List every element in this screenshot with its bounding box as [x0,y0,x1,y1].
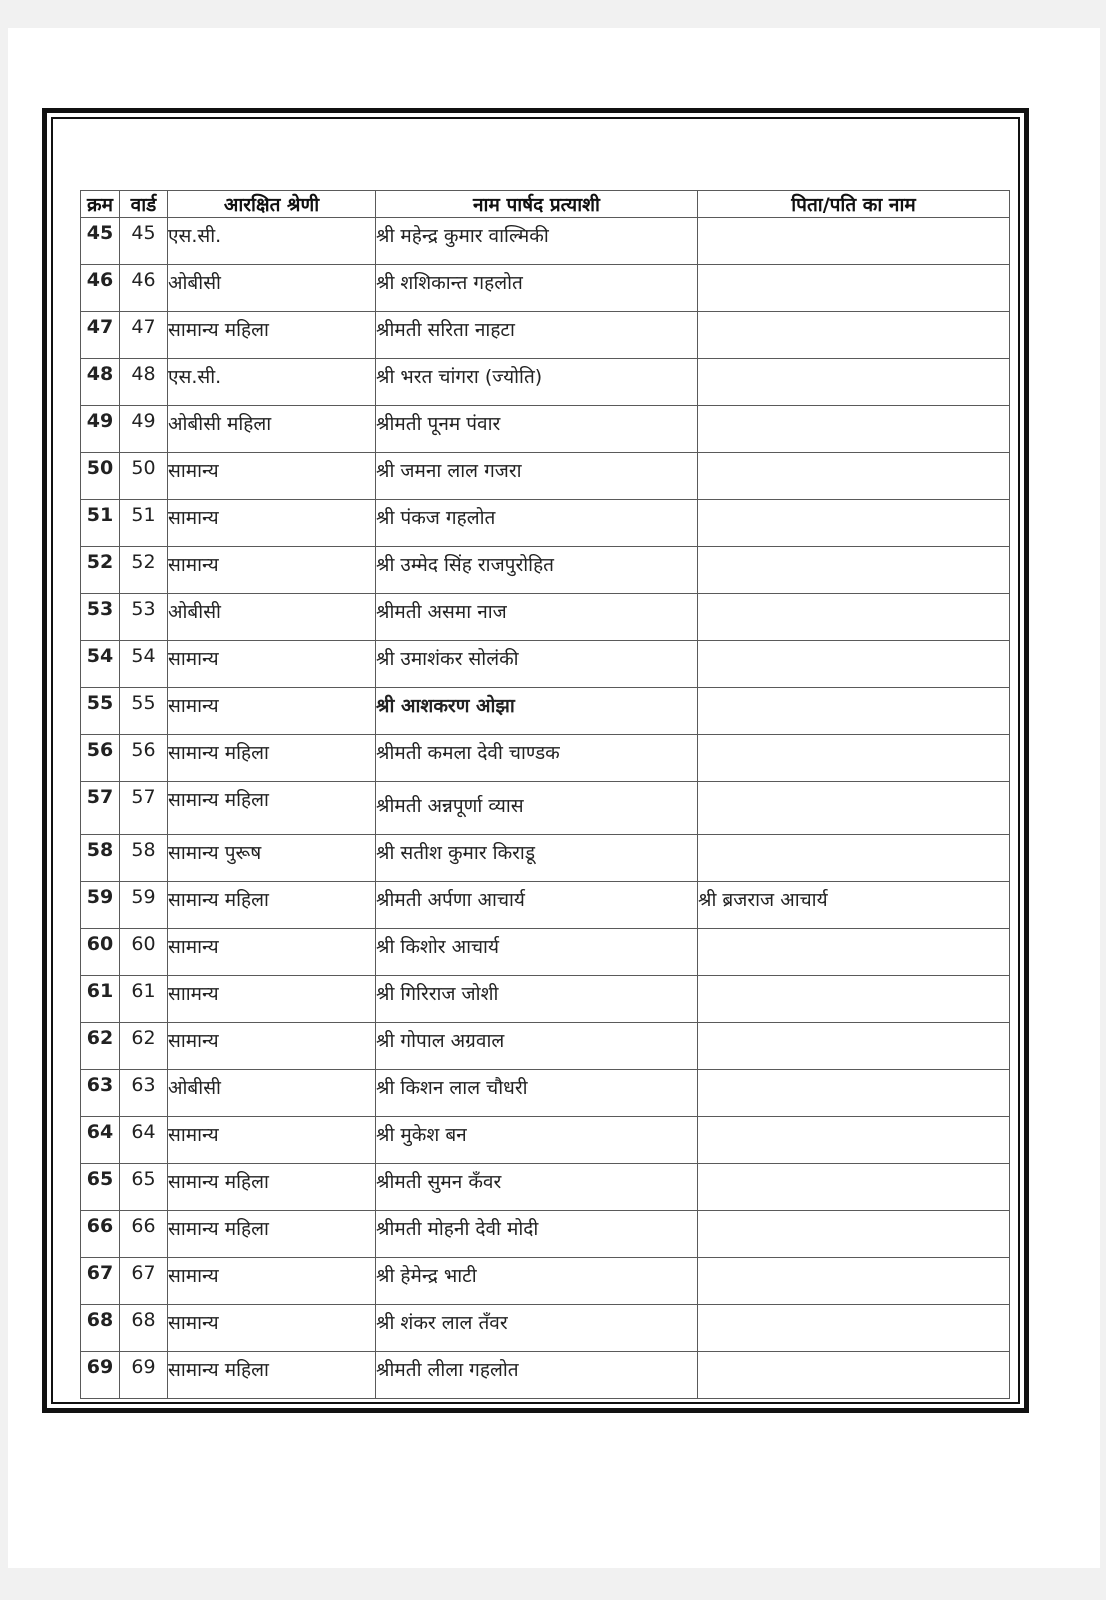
serial-cell: 46 [81,265,120,312]
relation-name-cell [698,1211,1010,1258]
candidate-name-cell: श्री जमना लाल गजरा [376,453,698,500]
header-relation: पिता/पति का नाम [698,191,1010,218]
relation-name-cell [698,1305,1010,1352]
table-row [81,500,1010,547]
category-cell: ओबीसी [168,265,376,312]
candidate-name-cell: श्रीमती सुमन कँवर [376,1164,698,1211]
table-row [81,1211,1010,1258]
relation-name-cell [698,359,1010,406]
category-cell: सामान्य महिला [168,735,376,782]
serial-cell: 61 [81,976,120,1023]
candidate-name-cell: श्री किशोर आचार्य [376,929,698,976]
category-cell: एस.सी. [168,359,376,406]
table-row [81,359,1010,406]
table-row [81,1070,1010,1117]
category-cell: सामान्य महिला [168,312,376,359]
relation-name-cell [698,406,1010,453]
table-row [81,218,1010,265]
category-cell: सामान्य [168,453,376,500]
relation-name-cell [698,835,1010,882]
ward-cell: 61 [120,976,168,1023]
header-category: आरक्षित श्रेणी [168,191,376,218]
relation-name-cell [698,1258,1010,1305]
category-cell: सामान्य महिला [168,1164,376,1211]
category-cell: साामन्य [168,976,376,1023]
relation-name-cell [698,1117,1010,1164]
serial-cell: 63 [81,1070,120,1117]
candidate-name-cell: श्रीमती अन्नपूर्णा व्यास [376,782,698,835]
ward-cell: 55 [120,688,168,735]
candidate-name-cell: श्री शशिकान्त गहलोत [376,265,698,312]
ward-cell: 59 [120,882,168,929]
category-cell: सामान्य [168,1258,376,1305]
relation-name-cell [698,218,1010,265]
category-cell: सामान्य [168,641,376,688]
serial-cell: 58 [81,835,120,882]
candidate-name-cell: श्री उम्मेद सिंह राजपुरोहित [376,547,698,594]
table-row [81,594,1010,641]
serial-cell: 66 [81,1211,120,1258]
relation-name-cell [698,1070,1010,1117]
table-row [81,547,1010,594]
candidate-name-cell: श्री गोपाल अग्रवाल [376,1023,698,1070]
table-row [81,835,1010,882]
candidate-name-cell: श्री शंकर लाल तँवर [376,1305,698,1352]
category-cell: सामान्य महिला [168,882,376,929]
category-cell: सामान्य महिला [168,1352,376,1399]
serial-cell: 62 [81,1023,120,1070]
candidate-name-cell: श्रीमती अर्पणा आचार्य [376,882,698,929]
candidate-name-cell: श्रीमती असमा नाज [376,594,698,641]
relation-name-cell [698,641,1010,688]
table-row [81,1117,1010,1164]
table-row [81,641,1010,688]
relation-name-cell [698,547,1010,594]
category-cell: सामान्य महिला [168,782,376,835]
category-cell: सामान्य पुरूष [168,835,376,882]
ward-cell: 60 [120,929,168,976]
candidate-name-cell: श्री मुकेश बन [376,1117,698,1164]
candidate-name-cell: श्री आशकरण ओझा [376,688,698,735]
category-cell: सामान्य [168,688,376,735]
category-cell: सामान्य [168,1117,376,1164]
header-serial: क्रम [81,191,120,218]
ward-cell: 51 [120,500,168,547]
serial-cell: 65 [81,1164,120,1211]
table-row [81,735,1010,782]
ward-cell: 54 [120,641,168,688]
ward-cell: 66 [120,1211,168,1258]
ward-cell: 47 [120,312,168,359]
ward-cell: 52 [120,547,168,594]
ward-cell: 64 [120,1117,168,1164]
table-row [81,1352,1010,1399]
candidate-name-cell: श्री भरत चांगरा (ज्योति) [376,359,698,406]
ward-cell: 46 [120,265,168,312]
table-row [81,453,1010,500]
ward-cell: 45 [120,218,168,265]
serial-cell: 45 [81,218,120,265]
relation-name-cell [698,500,1010,547]
relation-name-cell [698,1023,1010,1070]
serial-cell: 68 [81,1305,120,1352]
candidate-name-cell: श्री किशन लाल चौधरी [376,1070,698,1117]
relation-name-cell [698,782,1010,835]
relation-name-cell [698,688,1010,735]
candidate-table [80,190,1010,1399]
ward-cell: 65 [120,1164,168,1211]
candidate-name-cell: श्रीमती सरिता नाहटा [376,312,698,359]
category-cell: सामान्य [168,1305,376,1352]
ward-cell: 68 [120,1305,168,1352]
candidate-name-cell: श्रीमती कमला देवी चाण्डक [376,735,698,782]
category-cell: ओबीसी [168,594,376,641]
ward-cell: 48 [120,359,168,406]
candidate-name-cell: श्री गिरिराज जोशी [376,976,698,1023]
serial-cell: 67 [81,1258,120,1305]
table-row [81,976,1010,1023]
relation-name-cell [698,929,1010,976]
relation-name-cell [698,735,1010,782]
serial-cell: 55 [81,688,120,735]
relation-name-cell [698,594,1010,641]
table-row [81,1258,1010,1305]
serial-cell: 47 [81,312,120,359]
category-cell: सामान्य [168,929,376,976]
ward-cell: 49 [120,406,168,453]
ward-cell: 62 [120,1023,168,1070]
header-ward: वार्ड [120,191,168,218]
candidate-name-cell: श्री पंकज गहलोत [376,500,698,547]
ward-cell: 63 [120,1070,168,1117]
candidate-name-cell: श्रीमती मोहनी देवी मोदी [376,1211,698,1258]
table-row [81,1305,1010,1352]
category-cell: सामान्य [168,500,376,547]
table-row [81,929,1010,976]
serial-cell: 49 [81,406,120,453]
table-row [81,1164,1010,1211]
relation-name-cell [698,1352,1010,1399]
serial-cell: 52 [81,547,120,594]
table-row [81,882,1010,929]
table-row [81,1023,1010,1070]
serial-cell: 48 [81,359,120,406]
serial-cell: 60 [81,929,120,976]
serial-cell: 59 [81,882,120,929]
relation-name-cell [698,976,1010,1023]
serial-cell: 53 [81,594,120,641]
ward-cell: 58 [120,835,168,882]
ward-cell: 56 [120,735,168,782]
table-row [81,265,1010,312]
candidate-name-cell: श्री उमाशंकर सोलंकी [376,641,698,688]
candidate-name-cell: श्रीमती पूनम पंवार [376,406,698,453]
candidate-name-cell: श्री महेन्द्र कुमार वाल्मिकी [376,218,698,265]
category-cell: सामान्य [168,547,376,594]
serial-cell: 56 [81,735,120,782]
table-header-row [81,191,1010,218]
candidate-name-cell: श्री सतीश कुमार किराडू [376,835,698,882]
serial-cell: 54 [81,641,120,688]
category-cell: एस.सी. [168,218,376,265]
relation-name-cell [698,453,1010,500]
candidate-name-cell: श्री हेमेन्द्र भाटी [376,1258,698,1305]
category-cell: सामान्य [168,1023,376,1070]
category-cell: ओबीसी महिला [168,406,376,453]
table-row [81,688,1010,735]
relation-name-cell [698,312,1010,359]
table-row [81,406,1010,453]
serial-cell: 57 [81,782,120,835]
relation-name-cell [698,1164,1010,1211]
ward-cell: 50 [120,453,168,500]
serial-cell: 64 [81,1117,120,1164]
serial-cell: 50 [81,453,120,500]
relation-name-cell [698,265,1010,312]
header-candidate: नाम पार्षद प्रत्याशी [376,191,698,218]
ward-cell: 67 [120,1258,168,1305]
table-row [81,312,1010,359]
serial-cell: 69 [81,1352,120,1399]
ward-cell: 69 [120,1352,168,1399]
category-cell: सामान्य महिला [168,1211,376,1258]
serial-cell: 51 [81,500,120,547]
category-cell: ओबीसी [168,1070,376,1117]
candidate-name-cell: श्रीमती लीला गहलोत [376,1352,698,1399]
ward-cell: 57 [120,782,168,835]
ward-cell: 53 [120,594,168,641]
relation-name-cell: श्री ब्रजराज आचार्य [698,882,1010,929]
table-row [81,782,1010,835]
